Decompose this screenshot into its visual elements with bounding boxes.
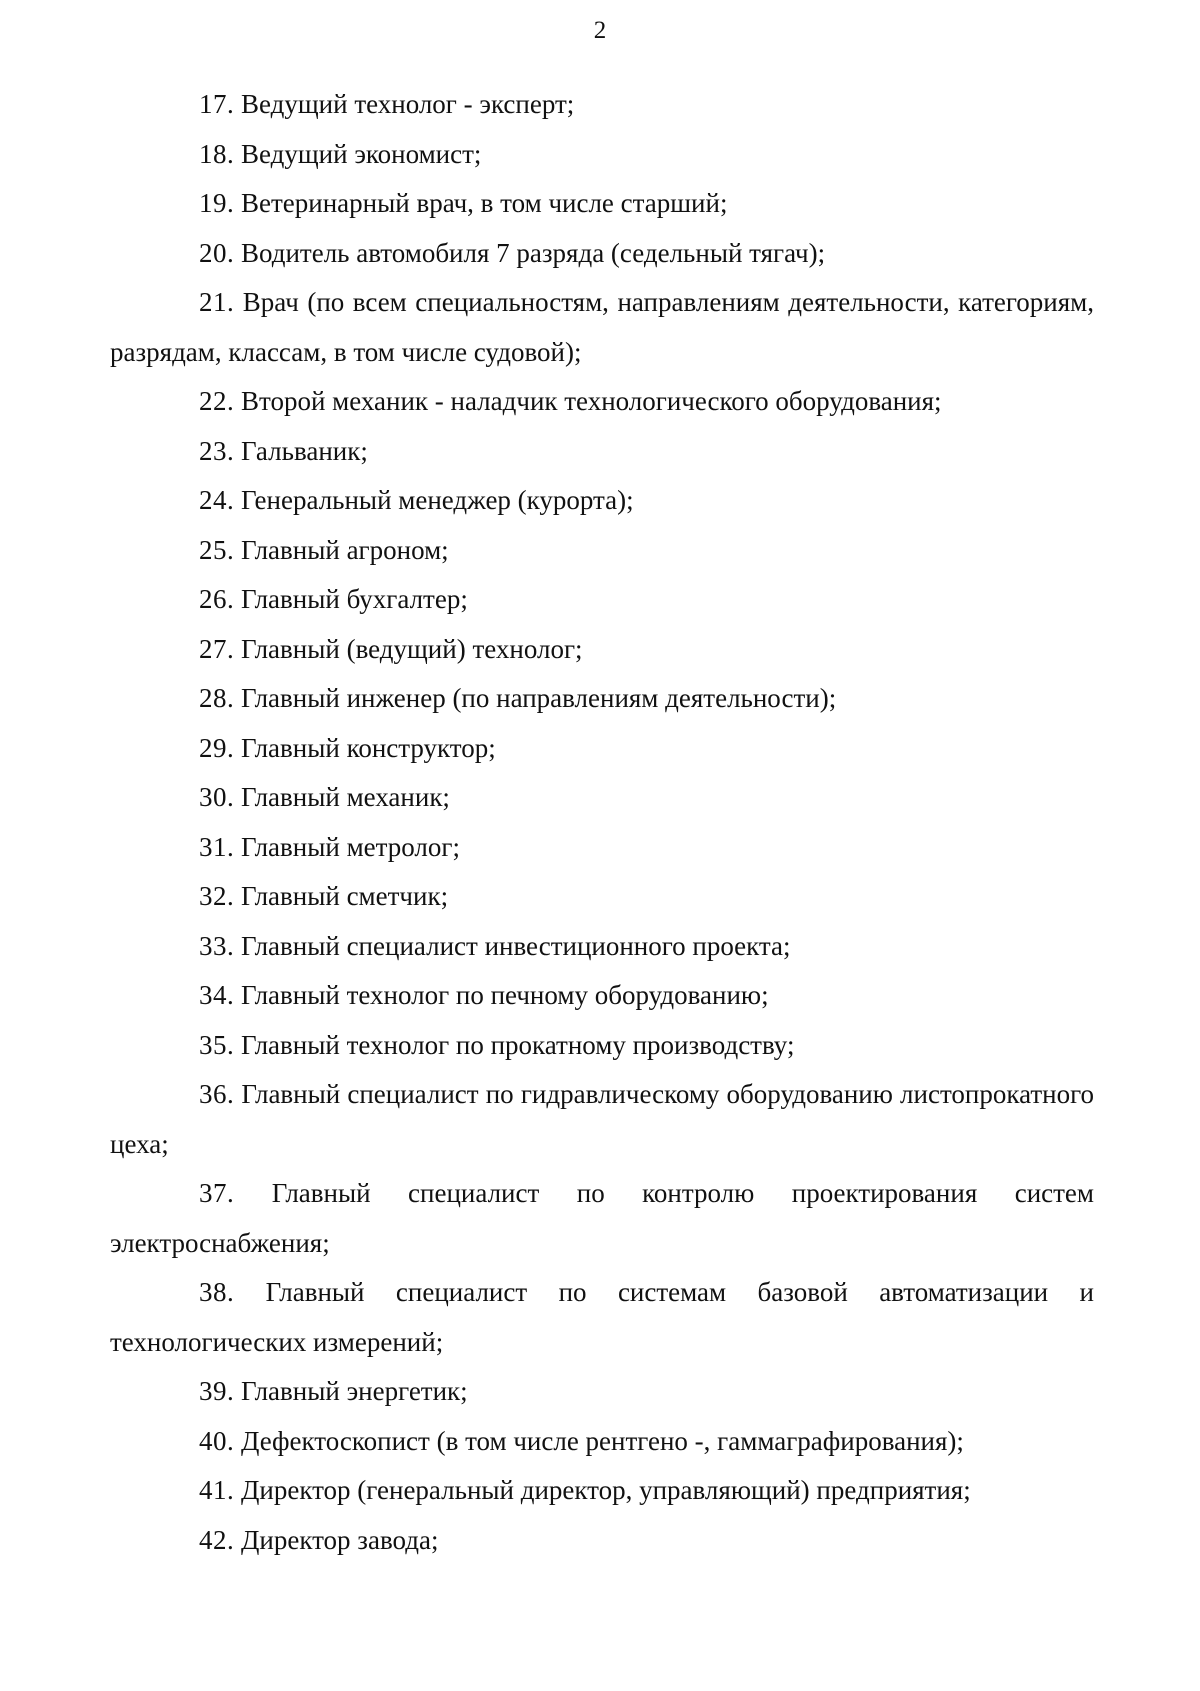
item-number: 33.	[199, 930, 235, 961]
list-item	[110, 922, 1094, 972]
item-number: 36.	[199, 1079, 235, 1109]
item-text: Главный агроном;	[241, 534, 449, 565]
item-number: 42.	[199, 1524, 235, 1555]
list-item	[110, 1516, 1094, 1566]
item-number: 41.	[199, 1475, 235, 1505]
item-text: Дефектоскопист (в том числе рентгено -, гаммаграфирования);	[241, 1425, 964, 1456]
item-text: Главный инженер (по направлениям деятельности);	[241, 683, 837, 713]
item-number: 34.	[199, 980, 235, 1010]
list-item	[110, 130, 1094, 180]
item-number: 35.	[199, 1029, 235, 1060]
list-item	[110, 773, 1094, 823]
item-number: 17.	[199, 89, 235, 119]
item-number: 24.	[199, 485, 235, 515]
item-number: 30.	[199, 782, 235, 812]
item-number: 18.	[199, 138, 235, 169]
list-item	[110, 526, 1094, 576]
page-number: 2	[593, 17, 607, 44]
list-item	[110, 625, 1094, 675]
item-text: Главный метролог;	[241, 831, 460, 862]
item-number: 32.	[199, 881, 235, 911]
list-item	[110, 229, 1094, 279]
item-number: 38.	[199, 1277, 235, 1307]
list-item	[110, 179, 1094, 229]
item-text: Главный бухгалтер;	[241, 584, 468, 614]
item-number: 28.	[199, 683, 235, 713]
item-text: Главный специалист инвестиционного проекта;	[241, 930, 791, 961]
item-number: 40.	[199, 1425, 235, 1456]
item-number: 20.	[199, 237, 235, 268]
item-text: Водитель автомобиля 7 разряда (седельный тягач);	[241, 237, 826, 268]
list-item	[110, 1268, 1094, 1367]
list-item	[110, 1169, 1094, 1268]
list-item	[110, 971, 1094, 1021]
item-number: 25.	[199, 534, 235, 565]
item-number: 29.	[199, 732, 235, 763]
item-text: Директор завода;	[241, 1524, 439, 1555]
item-text: Главный энергетик;	[241, 1376, 468, 1406]
item-text: Гальваник;	[241, 435, 368, 466]
item-number: 21.	[199, 287, 235, 317]
item-number: 19.	[199, 188, 235, 218]
item-text: Главный специалист по гидравлическому оборудованию листопрокатного цеха;	[110, 1079, 1095, 1159]
item-text: Ведущий экономист;	[241, 138, 482, 169]
list-item	[110, 476, 1094, 526]
item-text: Второй механик - наладчик технологического оборудования;	[241, 386, 942, 416]
item-number: 31.	[199, 831, 235, 862]
item-text: Ветеринарный врач, в том числе старший;	[241, 188, 728, 218]
item-number: 37.	[199, 1178, 235, 1208]
item-text: Главный специалист по контролю проектирования систем электроснабжения;	[110, 1178, 1094, 1258]
item-number: 23.	[199, 435, 235, 466]
list-item	[110, 80, 1094, 130]
list-item	[110, 823, 1094, 873]
item-text: Главный сметчик;	[241, 881, 449, 911]
list-item	[110, 377, 1094, 427]
item-text: Директор (генеральный директор, управляющий) предприятия;	[241, 1475, 971, 1505]
list-item	[110, 1070, 1094, 1169]
list-item	[110, 1417, 1094, 1467]
item-text: Главный механик;	[241, 782, 450, 812]
item-number: 27.	[199, 633, 235, 664]
item-text: Ведущий технолог - эксперт;	[241, 89, 575, 119]
list-item	[110, 1466, 1094, 1516]
item-number: 26.	[199, 584, 235, 614]
item-text: Главный конструктор;	[241, 732, 496, 763]
list-item	[110, 724, 1094, 774]
item-text: Главный специалист по системам базовой автоматизации и технологических измерений;	[110, 1277, 1094, 1357]
item-number: 39.	[199, 1376, 235, 1406]
list-item	[110, 1367, 1094, 1417]
item-number: 22.	[199, 386, 235, 416]
list-item	[110, 674, 1094, 724]
item-text: Главный технолог по печному оборудованию;	[241, 980, 769, 1010]
item-text: Врач (по всем специальностям, направлениям деятельности, категориям, разрядам, классам, в том числе судовой);	[110, 287, 1095, 367]
list-item	[110, 872, 1094, 922]
list-item	[110, 1021, 1094, 1071]
item-text: Генеральный менеджер (курорта);	[241, 485, 634, 515]
position-list	[110, 80, 1094, 1565]
list-item	[110, 575, 1094, 625]
list-item	[110, 427, 1094, 477]
item-text: Главный (ведущий) технолог;	[241, 633, 583, 664]
item-text: Главный технолог по прокатному производству;	[241, 1029, 795, 1060]
list-item	[110, 278, 1094, 377]
